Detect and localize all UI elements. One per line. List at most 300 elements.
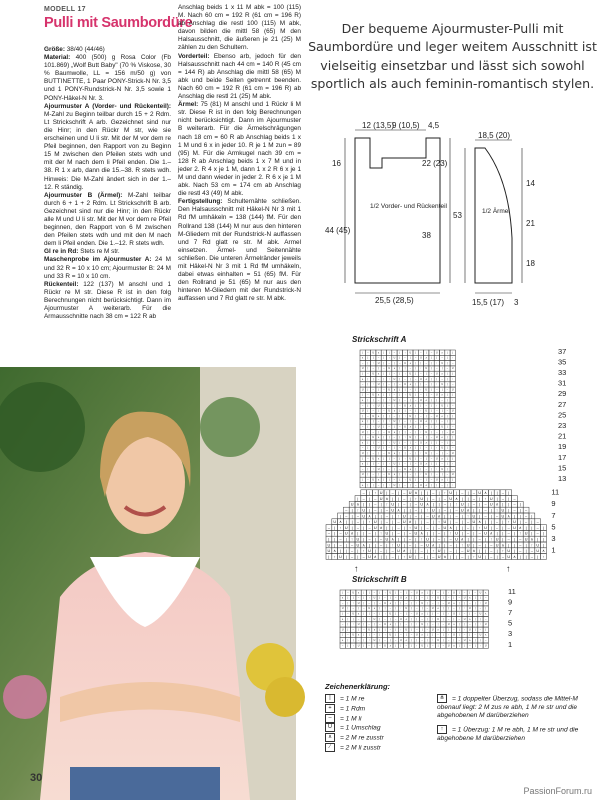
chart-symbol: –	[425, 426, 427, 429]
chart-symbol: –	[409, 431, 411, 434]
chart-symbol: ∧	[393, 453, 396, 455]
chart-symbol: ↑	[384, 634, 386, 637]
chart-symbol: U	[341, 629, 344, 632]
chart-symbol: |	[431, 484, 432, 487]
chart-symbol: –	[443, 502, 446, 507]
chart-symbol: |	[399, 484, 401, 487]
chart-symbol: |	[432, 525, 434, 530]
chart-symbol: |	[379, 640, 381, 642]
chart-symbol: |	[447, 362, 448, 365]
chart-symbol: |	[431, 368, 432, 371]
chart-symbol: |	[514, 549, 515, 554]
chart-symbol: –	[393, 352, 396, 355]
chart-symbol: –	[367, 458, 369, 461]
chart-symbol: |	[388, 479, 390, 482]
chart-symbol: |	[374, 549, 376, 554]
chart-symbol: |	[411, 618, 412, 621]
chart-symbol: U	[385, 531, 389, 536]
chart-symbol: –	[404, 463, 406, 466]
chart-symbol: |	[392, 520, 394, 525]
chart-symbol: U	[385, 537, 389, 542]
chart-row-number: 7	[551, 510, 556, 520]
legend-item: ↑ = 1 Überzug: 1 M re abh, 1 M re str und die abgehobene M darüberziehen	[437, 725, 579, 742]
chart-symbol: –	[463, 634, 466, 637]
chart-symbol: ↑	[479, 645, 482, 648]
chart-symbol: |	[431, 447, 432, 450]
chart-symbol: |	[496, 491, 498, 496]
chart-symbol: –	[404, 442, 406, 445]
chart-symbol: –	[404, 421, 406, 424]
chart-symbol: |	[479, 508, 481, 513]
chart-symbol: |	[415, 474, 416, 477]
watermark: PassionForum.ru	[523, 786, 592, 796]
chart-symbol: –	[455, 514, 458, 519]
chart-symbol: U	[420, 421, 422, 424]
chart-symbol: U	[404, 426, 406, 429]
chart-symbol: ∧	[389, 624, 392, 627]
chart-symbol: –	[379, 602, 381, 605]
chart-symbol: U	[443, 520, 447, 525]
chart-symbol: –	[472, 502, 475, 507]
chart-symbol: –	[368, 624, 370, 627]
chart-symbol: |	[464, 645, 465, 648]
sleeve-top: 18,5 (20)	[478, 131, 511, 140]
chart-symbol: |	[415, 437, 416, 440]
instr-pattern-b: Ajourmuster B (Ärmel): M-Zahl teilbar durch 6 + 1 + 2 Rdm. Lt Strickschrift B arb. Gezeichnet sind nur die Hinr; in den Rückr alle M und U li str. Mit der M vor dem re Pfeil beginnen, den Rapport von 6 M zwischen den Pfeilen stets wdh und mit den M nach dem li Pfeil enden. Die 1.–12. R stets wdh.	[44, 191, 171, 248]
chart-symbol: |	[411, 597, 412, 600]
chart-symbol: U	[352, 634, 355, 637]
chart-symbol: |	[378, 453, 379, 455]
chart-symbol: |	[421, 608, 423, 611]
chart-symbol: –	[377, 378, 380, 381]
chart-symbol: –	[327, 525, 330, 530]
instr-gauge: Maschenprobe im Ajourmuster A: 24 M und 32 R = 10 x 10 cm; Ajourmuster B: 24 M und 33 R = 10 x 10 cm.	[44, 256, 171, 280]
chart-symbol: |	[443, 613, 444, 616]
chart-symbol: –	[415, 463, 417, 466]
chart-row-number: 19	[558, 442, 567, 452]
chart-symbol: ∧	[507, 514, 511, 519]
chart-symbol: U	[402, 520, 406, 525]
chart-symbol: U	[341, 608, 344, 611]
chart-symbol: –	[415, 357, 417, 360]
chart-symbol: U	[437, 640, 439, 642]
chart-symbol: |	[490, 525, 492, 530]
chart-symbol: |	[405, 634, 407, 637]
chart-symbol: |	[398, 554, 399, 559]
chart-symbol: |	[415, 373, 416, 376]
chart-symbol: –	[426, 608, 429, 611]
chart-symbol: U	[441, 384, 443, 387]
chart-symbol: U	[420, 502, 424, 507]
chart-symbol: |	[447, 421, 448, 424]
chart-symbol: |	[447, 426, 448, 429]
chart-symbol: |	[479, 549, 481, 554]
chart-symbol: U	[393, 442, 396, 445]
chart-symbol: U	[414, 531, 418, 536]
chart-symbol: |	[474, 597, 476, 600]
chart-symbol: U	[441, 426, 443, 429]
chart-symbol: |	[508, 491, 510, 496]
chart-symbol: |	[508, 496, 510, 501]
chart-symbol: –	[367, 415, 369, 418]
chart-symbol: |	[450, 502, 452, 507]
chart-symbol: |	[447, 384, 448, 387]
chart-symbol: ↑	[496, 508, 499, 513]
chart-symbol: U	[344, 531, 348, 536]
chart-symbol: |	[363, 640, 365, 642]
chart-symbol: –	[356, 520, 359, 525]
chart-symbol: U	[495, 537, 499, 542]
chart-symbol: ∧	[389, 602, 392, 605]
chart-symbol: ↑	[374, 491, 377, 496]
chart-symbol: |	[447, 415, 448, 418]
chart-symbol: –	[484, 514, 487, 519]
chart-symbol: –	[405, 624, 407, 627]
chart-symbol: |	[374, 602, 375, 605]
chart-symbol: |	[479, 496, 481, 501]
chart-symbol: –	[395, 640, 397, 642]
chart-symbol: –	[327, 531, 330, 536]
chart-symbol: ↑	[452, 484, 454, 487]
chart-symbol: –	[507, 531, 510, 536]
chart-symbol: –	[469, 602, 471, 605]
chart-symbol: ∧	[405, 640, 408, 642]
chart-symbol: |	[379, 592, 381, 595]
chart-symbol: –	[436, 368, 438, 371]
chart-symbol: –	[437, 592, 439, 595]
chart-symbol: ↑	[461, 543, 464, 548]
chart-symbol: |	[458, 602, 460, 605]
chart-symbol: –	[373, 592, 376, 595]
chart-symbol: U	[524, 531, 528, 536]
chart-symbol: ∧	[393, 431, 396, 434]
chart-symbol: U	[389, 634, 392, 637]
chart-symbol: |	[363, 618, 365, 621]
chart-symbol: ↑	[388, 378, 390, 381]
chart-symbol: –	[399, 362, 401, 365]
chart-symbol: –	[432, 554, 435, 559]
chart-symbol: |	[438, 496, 440, 501]
chart-symbol: |	[395, 624, 396, 627]
chart-symbol: –	[448, 640, 450, 642]
chart-symbol: ∧	[341, 640, 344, 642]
chart-symbol: |	[351, 508, 353, 513]
chart-symbol: –	[490, 549, 493, 554]
chart-symbol: |	[367, 468, 369, 471]
chart-symbol: U	[379, 491, 383, 496]
chart-symbol: U	[431, 608, 434, 611]
chart-symbol: U	[425, 389, 428, 392]
chart-symbol: |	[399, 394, 401, 397]
chart-symbol: |	[357, 549, 359, 554]
chart-symbol: –	[393, 415, 396, 418]
chart-symbol: –	[393, 394, 396, 397]
chart-symbol: –	[436, 431, 438, 434]
chart-symbol: U	[393, 357, 396, 360]
chart-symbol: U	[397, 543, 400, 548]
chart-symbol: |	[502, 502, 504, 507]
chart-symbol: |	[432, 613, 434, 616]
chart-symbol: –	[384, 597, 386, 600]
chart-symbol: |	[431, 384, 432, 387]
chart-symbol: |	[427, 592, 428, 595]
chart-symbol: U	[397, 549, 400, 554]
chart-symbol: ↑	[501, 549, 504, 554]
chart-symbol: –	[485, 640, 487, 642]
chart-symbol: –	[438, 531, 441, 536]
chart-symbol: |	[473, 543, 475, 548]
chart-symbol: |	[357, 554, 359, 559]
chart-symbol: U	[404, 468, 406, 471]
chart-symbol: –	[525, 520, 528, 525]
chart-symbol: |	[372, 442, 374, 445]
chart-symbol: –	[425, 384, 427, 387]
chart-symbol: U	[388, 389, 390, 392]
instructions-column-1	[44, 46, 171, 321]
chart-symbol: |	[447, 352, 448, 355]
chart-symbol: |	[394, 405, 395, 408]
chart-symbol: U	[400, 640, 402, 642]
chart-symbol: |	[453, 597, 455, 600]
chart-symbol: |	[347, 597, 349, 600]
chart-symbol: –	[399, 468, 401, 471]
chart-symbol: U	[409, 352, 412, 355]
chart-symbol: –	[405, 602, 407, 605]
chart-symbol: ∧	[425, 378, 428, 381]
chart-symbol: |	[461, 520, 463, 525]
chart-symbol: –	[403, 502, 406, 507]
chart-symbol: –	[362, 384, 364, 387]
chart-symbol: |	[415, 431, 416, 434]
chart-symbol: |	[410, 400, 411, 402]
model-number: MODELL 17	[44, 6, 86, 13]
chart-symbol: U	[478, 491, 482, 496]
chart-symbol: U	[507, 554, 511, 559]
instr-back-cont: Anschlag beids 1 x 11 M abk = 100 (115) M. Nach 60 cm = 192 R (61 cm = 196 R) ab Anschlag die restl 100 (115) M abk, davon bilden die mittl 58 (65) M den Halsausschnitt, die äußeren je 21 (25) M zählen zu den Schultern.	[178, 4, 301, 52]
chart-symbol: ∧	[425, 442, 428, 445]
chart-symbol: ↑	[484, 496, 487, 501]
chart-symbol: ↑	[479, 602, 482, 605]
chart-symbol: –	[519, 549, 522, 554]
chart-symbol: |	[452, 479, 454, 482]
chart-symbol: |	[342, 634, 343, 637]
chart-symbol: |	[425, 437, 427, 440]
chart-symbol: –	[385, 508, 388, 513]
chart-row-number: 25	[558, 410, 567, 420]
chart-symbol: ∧	[377, 415, 380, 418]
chart-symbol: |	[415, 368, 416, 371]
chart-symbol: |	[409, 496, 411, 501]
chart-symbol: U	[472, 514, 476, 519]
chart-symbol: –	[347, 592, 349, 595]
chart-symbol: |	[427, 645, 428, 648]
chart-symbol: |	[374, 514, 376, 519]
chart-symbol: |	[374, 531, 376, 536]
chart-symbol: –	[519, 537, 522, 542]
chart-symbol: –	[388, 384, 390, 387]
chart-symbol: |	[425, 479, 427, 482]
chart-symbol: –	[362, 496, 365, 501]
chart-symbol: –	[399, 447, 401, 450]
chart-symbol: U	[420, 496, 424, 501]
chart-symbol: |	[367, 431, 369, 434]
chart-symbol: |	[399, 415, 401, 418]
chart-symbol: –	[458, 618, 460, 621]
chart-symbol: –	[472, 496, 475, 501]
chart-symbol: ↑	[391, 543, 394, 548]
chart-symbol: |	[431, 468, 432, 471]
chart-symbol: U	[352, 592, 355, 595]
chart-symbol: ∧	[495, 502, 499, 507]
chart-symbol: |	[447, 463, 448, 466]
chart-symbol: U	[327, 543, 331, 548]
chart-symbol: ∧	[441, 458, 443, 461]
chart-symbol: U	[421, 645, 423, 648]
chart-symbol: U	[425, 453, 428, 455]
chart-symbol: |	[398, 491, 399, 496]
chart-symbol: ∧	[542, 549, 545, 554]
chart-symbol: U	[361, 389, 364, 392]
chart-symbol: |	[347, 640, 349, 642]
chart-symbol: –	[400, 613, 402, 616]
chart-symbol: –	[367, 479, 369, 482]
chart-symbol: |	[415, 426, 416, 429]
chart-symbol: U	[436, 352, 438, 355]
chart-symbol: |	[452, 373, 454, 376]
chart-symbol: |	[367, 421, 369, 424]
chart-symbol: |	[425, 415, 427, 418]
chart-symbol: |	[485, 549, 486, 554]
chart-symbol: |	[404, 453, 406, 455]
chart-symbol: –	[513, 496, 516, 501]
chart-symbol: U	[372, 437, 375, 440]
chart-symbol: |	[431, 463, 432, 466]
chart-symbol: |	[411, 624, 412, 627]
chart-symbol: |	[427, 549, 428, 554]
chart-symbol: U	[437, 554, 441, 559]
chart-symbol: U	[501, 508, 505, 513]
chart-symbol: |	[456, 491, 457, 496]
chart-symbol: ↑	[448, 634, 450, 637]
chart-row-number: 15	[558, 463, 567, 473]
chart-symbol: –	[377, 484, 380, 487]
chart-symbol: |	[514, 537, 515, 542]
chart-symbol: U	[361, 474, 364, 477]
chart-symbol: |	[383, 458, 385, 461]
chart-symbol: U	[361, 453, 364, 455]
chart-symbol: |	[473, 537, 475, 542]
chart-symbol: |	[431, 453, 432, 455]
chart-symbol: |	[415, 410, 416, 413]
chart-symbol: ∧	[362, 543, 366, 548]
chart-symbol: |	[508, 543, 510, 548]
chart-symbol: |	[458, 613, 460, 616]
chart-symbol: |	[372, 421, 374, 424]
chart-symbol: –	[380, 537, 383, 542]
chart-symbol: –	[395, 618, 397, 621]
chart-symbol: –	[345, 514, 348, 519]
chart-symbol: U	[436, 373, 438, 376]
chart-symbol: |	[383, 426, 385, 429]
chart-symbol: |	[420, 447, 422, 450]
chart-symbol: –	[383, 431, 385, 434]
chart-symbol: |	[403, 543, 405, 548]
chart-row-number: 37	[558, 346, 567, 356]
chart-symbol: |	[485, 629, 487, 632]
chart-symbol: –	[379, 624, 381, 627]
chart-symbol: –	[397, 525, 400, 530]
chart-symbol: –	[372, 368, 374, 371]
chart-symbol: –	[453, 608, 455, 611]
chart-symbol: U	[447, 624, 450, 627]
chart-symbol: U	[437, 618, 439, 621]
chart-symbol: |	[427, 624, 428, 627]
chart-symbol: |	[415, 352, 416, 355]
chart-symbol: –	[404, 400, 406, 402]
chart-symbol: –	[441, 463, 443, 466]
sleeve-right-3: 18	[526, 259, 535, 268]
chart-symbol: |	[395, 592, 396, 595]
chart-symbol: |	[362, 415, 363, 418]
chart-symbol: –	[409, 531, 412, 536]
chart-symbol: U	[393, 484, 396, 487]
chart-symbol: –	[347, 613, 349, 616]
chart-symbol: U	[362, 508, 366, 513]
chart-symbol: ∧	[402, 549, 406, 554]
chart-symbol: U	[425, 431, 428, 434]
chart-symbol: U	[361, 410, 364, 413]
chart-symbol: |	[431, 474, 432, 477]
repeat-arrow-icon: ↑	[354, 563, 359, 574]
chart-symbol: –	[372, 453, 374, 455]
chart-symbol: |	[415, 479, 416, 482]
chart-symbol: –	[357, 618, 360, 621]
chart-symbol: U	[402, 514, 406, 519]
chart-symbol: ↑	[530, 543, 533, 548]
chart-symbol: |	[448, 608, 449, 611]
chart-symbol: ↑	[385, 502, 388, 507]
chart-symbol: |	[490, 520, 492, 525]
chart-row-number: 17	[558, 452, 567, 462]
chart-symbol: –	[530, 549, 533, 554]
chart-symbol: –	[443, 508, 446, 513]
chart-symbol: |	[386, 554, 388, 559]
chart-symbol: –	[351, 549, 354, 554]
chart-symbol: |	[444, 514, 446, 519]
chart-symbol: |	[415, 554, 417, 559]
chart-symbol: |	[531, 531, 533, 536]
chart-symbol: –	[351, 554, 354, 559]
chart-symbol: –	[507, 537, 510, 542]
chart-symbol: –	[385, 514, 388, 519]
chart-symbol: U	[409, 437, 412, 440]
chart-symbol: –	[415, 421, 417, 424]
chart-symbol: –	[478, 531, 481, 536]
chart-symbol: |	[485, 537, 486, 542]
chart-symbol: |	[379, 618, 381, 621]
chart-symbol: |	[447, 437, 448, 440]
chart-symbol: –	[404, 484, 406, 487]
chart-symbol: –	[426, 629, 429, 632]
chart-symbol: |	[514, 543, 515, 548]
chart-symbol: ↑	[452, 357, 454, 360]
chart-symbol: U	[350, 502, 354, 507]
chart-symbol: –	[436, 389, 438, 392]
chart-symbol: ∧	[368, 514, 371, 519]
chart-symbol: –	[426, 514, 429, 519]
chart-symbol: U	[361, 368, 364, 371]
chart-symbol: |	[379, 629, 381, 632]
